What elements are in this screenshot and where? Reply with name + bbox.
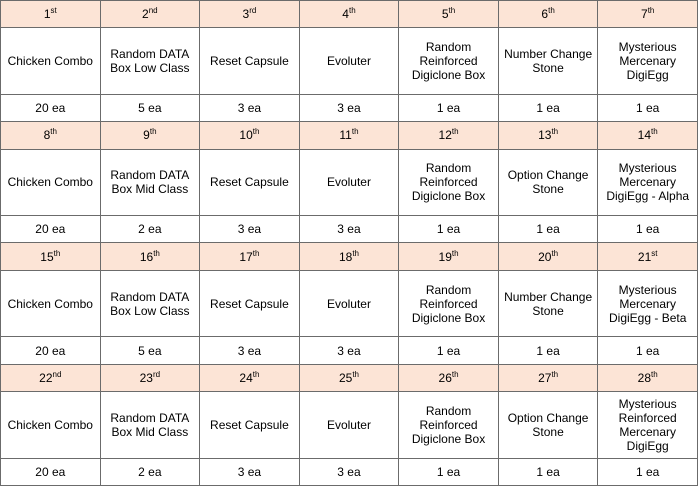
day-ordinal-suffix: th	[352, 248, 359, 258]
item-row	[1, 28, 698, 95]
day-ordinal-suffix: th	[348, 6, 356, 16]
reward-item-name: Reset Capsule	[200, 149, 300, 216]
reward-item-name: Mysterious Mercenary DigiEgg	[598, 28, 698, 95]
reward-item-name: Chicken Combo	[1, 391, 101, 458]
item-row	[1, 149, 698, 216]
day-ordinal-suffix: th	[551, 369, 559, 379]
reward-item-name: Mysterious Mercenary DigiEgg - Beta	[598, 270, 698, 337]
day-ordinal-suffix: th	[351, 127, 359, 137]
quantity-row	[1, 458, 698, 485]
day-number: 24	[239, 370, 253, 385]
reward-quantity: 1 ea	[399, 216, 499, 243]
table-body	[1, 1, 698, 486]
day-ordinal-suffix: th	[448, 6, 456, 16]
day-number: 19	[438, 249, 452, 264]
day-cell	[399, 364, 499, 391]
reward-item-name: Chicken Combo	[1, 28, 101, 95]
day-cell	[100, 364, 200, 391]
reward-quantity: 1 ea	[598, 94, 698, 121]
day-number: 3	[242, 7, 250, 22]
day-ordinal-suffix: th	[252, 248, 260, 258]
day-ordinal-suffix: th	[551, 127, 559, 137]
reward-item-name: Random Reinforced Digiclone Box	[399, 149, 499, 216]
day-number: 8	[43, 128, 51, 143]
reward-quantity: 3 ea	[299, 337, 399, 364]
day-cell	[299, 122, 399, 149]
reward-quantity: 5 ea	[100, 337, 200, 364]
reward-item-name: Evoluter	[299, 270, 399, 337]
day-ordinal-suffix: st	[50, 6, 57, 16]
day-ordinal-suffix: th	[149, 127, 157, 137]
day-ordinal-suffix: rd	[249, 6, 257, 16]
reward-quantity: 3 ea	[200, 458, 300, 485]
day-row	[1, 243, 698, 270]
day-number: 14	[637, 128, 652, 143]
day-cell	[200, 364, 300, 391]
day-cell	[1, 243, 101, 270]
day-cell	[299, 243, 399, 270]
day-number: 26	[438, 370, 452, 385]
day-ordinal-suffix: th	[451, 248, 459, 258]
reward-quantity: 1 ea	[498, 94, 598, 121]
day-ordinal-suffix: th	[548, 6, 555, 16]
day-cell	[100, 1, 200, 28]
day-number: 9	[143, 128, 150, 143]
day-cell	[598, 122, 698, 149]
reward-item-name: Option Change Stone	[498, 391, 598, 458]
day-number: 11	[339, 128, 352, 143]
day-number: 23	[139, 370, 153, 385]
reward-item-name: Evoluter	[299, 391, 399, 458]
reward-quantity: 1 ea	[399, 458, 499, 485]
day-cell	[399, 1, 499, 28]
reward-item-name: Reset Capsule	[200, 391, 300, 458]
reward-item-name: Random Reinforced Digiclone Box	[399, 28, 499, 95]
day-cell	[100, 243, 200, 270]
day-ordinal-suffix: nd	[52, 369, 62, 379]
day-ordinal-suffix: st	[651, 248, 658, 258]
day-ordinal-suffix: th	[252, 127, 260, 137]
day-ordinal-suffix: nd	[148, 6, 158, 16]
reward-item-name: Reset Capsule	[200, 270, 300, 337]
reward-item-name: Random DATA Box Low Class	[100, 270, 200, 337]
reward-quantity: 1 ea	[498, 458, 598, 485]
day-row	[1, 364, 698, 391]
day-row	[1, 122, 698, 149]
day-ordinal-suffix: th	[651, 127, 658, 137]
reward-quantity: 5 ea	[100, 94, 200, 121]
day-cell	[598, 1, 698, 28]
day-cell	[1, 364, 101, 391]
reward-item-name: Chicken Combo	[1, 270, 101, 337]
quantity-row	[1, 94, 698, 121]
day-ordinal-suffix: th	[53, 248, 61, 258]
day-cell	[399, 243, 499, 270]
reward-quantity: 1 ea	[598, 458, 698, 485]
reward-quantity: 20 ea	[1, 94, 101, 121]
day-ordinal-suffix: th	[451, 127, 459, 137]
reward-item-name: Evoluter	[299, 28, 399, 95]
reward-quantity: 2 ea	[100, 216, 200, 243]
day-number: 5	[441, 7, 449, 22]
day-row	[1, 1, 698, 28]
day-number: 18	[338, 249, 353, 264]
day-cell	[498, 122, 598, 149]
day-ordinal-suffix: th	[352, 369, 359, 379]
day-number: 16	[139, 249, 154, 264]
reward-item-name: Option Change Stone	[498, 149, 598, 216]
reward-quantity: 1 ea	[598, 337, 698, 364]
reward-quantity: 3 ea	[200, 216, 300, 243]
reward-item-name: Random Reinforced Digiclone Box	[399, 270, 499, 337]
day-cell	[598, 243, 698, 270]
day-cell	[1, 122, 101, 149]
day-cell	[498, 243, 598, 270]
reward-quantity: 3 ea	[200, 94, 300, 121]
reward-item-name: Random Reinforced Digiclone Box	[399, 391, 499, 458]
reward-item-name: Evoluter	[299, 149, 399, 216]
reward-quantity: 2 ea	[100, 458, 200, 485]
reward-quantity: 1 ea	[598, 216, 698, 243]
reward-quantity: 1 ea	[399, 94, 499, 121]
reward-quantity: 1 ea	[498, 216, 598, 243]
day-number: 1	[43, 7, 51, 22]
reward-item-name: Chicken Combo	[1, 149, 101, 216]
reward-item-name: Mysterious Reinforced Mercenary DigiEgg	[598, 391, 698, 458]
day-cell	[100, 122, 200, 149]
day-number: 27	[538, 370, 552, 385]
reward-item-name: Number Change Stone	[498, 28, 598, 95]
day-number: 21	[637, 249, 652, 264]
reward-quantity: 1 ea	[399, 337, 499, 364]
day-ordinal-suffix: th	[451, 369, 459, 379]
day-cell	[498, 364, 598, 391]
reward-item-name: Random DATA Box Mid Class	[100, 149, 200, 216]
day-ordinal-suffix: rd	[152, 369, 161, 379]
day-cell	[200, 1, 300, 28]
day-number: 15	[40, 249, 54, 264]
day-number: 13	[538, 128, 552, 143]
day-ordinal-suffix: th	[252, 369, 260, 379]
reward-item-name: Mysterious Mercenary DigiEgg - Alpha	[598, 149, 698, 216]
reward-quantity: 3 ea	[299, 216, 399, 243]
day-cell	[200, 122, 300, 149]
reward-quantity: 3 ea	[200, 337, 300, 364]
day-number: 7	[641, 7, 648, 22]
day-ordinal-suffix: th	[651, 369, 658, 379]
day-number: 17	[239, 249, 253, 264]
day-number: 20	[538, 249, 552, 264]
item-row	[1, 391, 698, 458]
day-cell	[299, 1, 399, 28]
reward-quantity: 3 ea	[299, 458, 399, 485]
quantity-row	[1, 337, 698, 364]
day-number: 2	[142, 7, 149, 22]
day-ordinal-suffix: th	[153, 248, 160, 258]
day-cell	[399, 122, 499, 149]
reward-quantity: 20 ea	[1, 337, 101, 364]
reward-item-name: Random DATA Box Low Class	[100, 28, 200, 95]
reward-quantity: 3 ea	[299, 94, 399, 121]
reward-quantity: 1 ea	[498, 337, 598, 364]
reward-item-name: Random DATA Box Mid Class	[100, 391, 200, 458]
day-cell	[200, 243, 300, 270]
day-number: 28	[637, 370, 652, 385]
item-row	[1, 270, 698, 337]
day-ordinal-suffix: th	[50, 127, 57, 137]
day-number: 4	[342, 7, 349, 22]
day-number: 25	[338, 370, 353, 385]
day-number: 22	[39, 370, 53, 385]
day-cell	[299, 364, 399, 391]
day-cell	[598, 364, 698, 391]
day-ordinal-suffix: th	[647, 6, 655, 16]
day-ordinal-suffix: th	[551, 248, 559, 258]
day-number: 12	[438, 128, 452, 143]
reward-item-name: Reset Capsule	[200, 28, 300, 95]
reward-quantity: 20 ea	[1, 216, 101, 243]
day-cell	[498, 1, 598, 28]
day-number: 10	[239, 128, 253, 143]
day-number: 6	[541, 7, 549, 22]
day-cell	[1, 1, 101, 28]
reward-quantity: 20 ea	[1, 458, 101, 485]
quantity-row	[1, 216, 698, 243]
reward-item-name: Number Change Stone	[498, 270, 598, 337]
